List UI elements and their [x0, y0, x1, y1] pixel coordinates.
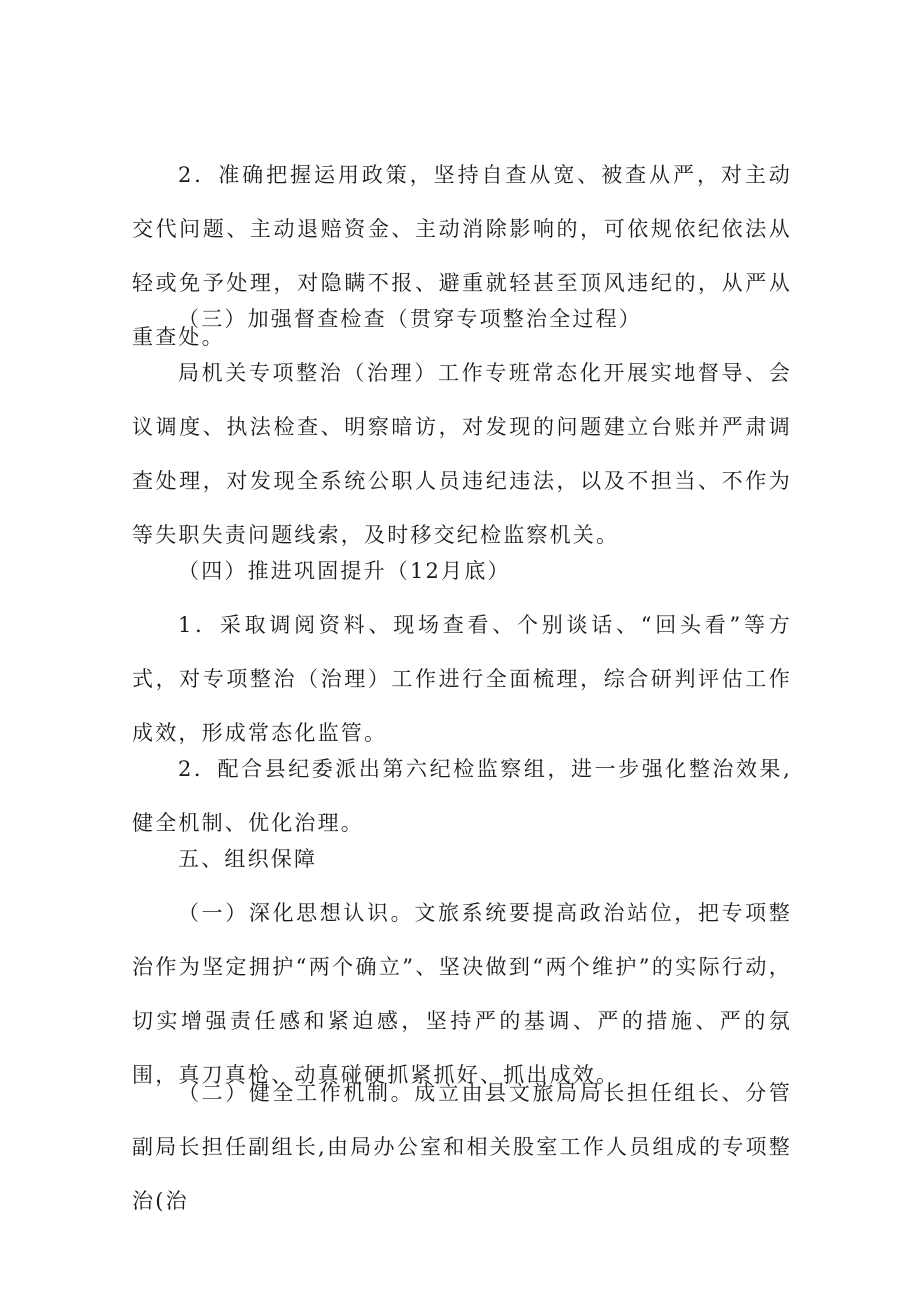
paragraph-mechanism: （二）健全工作机制。成立由县文旅局局长担任组长、分管副局长担任副组长,由局办公室和相关股室工作人员组成的专项整治(治	[132, 1081, 792, 1213]
section-heading-organization: 五、组织保障	[178, 847, 318, 871]
paragraph-review: 1．采取调阅资料、现场查看、个别谈话、“回头看”等方式，对专项整治（治理）工作进行全面梳理，综合研判评估工作成效，形成常态化监管。	[132, 613, 792, 745]
paragraph-supervision: 局机关专项整治（治理）工作专班常态化开展实地督导、会议调度、执法检查、明察暗访，对发现的问题建立台账并严肃调查处理，对发现全系统公职人员违纪违法，以及不担当、不作为等失职失责问题线索，及时移交纪检监察机关。	[132, 361, 792, 547]
paragraph-cooperation: 2．配合县纪委派出第六纪检监察组，进一步强化整治效果,健全机制、优化治理。	[132, 757, 792, 835]
section-heading-supervision: （三）加强督查检查（贯穿专项整治全过程）	[178, 307, 642, 331]
paragraph-policy-leniency: 2．准确把握运用政策，坚持自查从宽、被查从严，对主动交代问题、主动退赔资金、主动消除影响的，可依规依纪依法从轻或免予处理，对隐瞒不报、避重就轻甚至顶风违纪的，从严从重查处。	[132, 163, 792, 349]
paragraph-awareness: （一）深化思想认识。文旅系统要提高政治站位，把专项整治作为坚定拥护“两个确立”、坚决做到“两个维护”的实际行动，切实增强责任感和紧迫感，坚持严的基调、严的措施、严的氛围，真刀真枪、动真碰硬抓紧抓好、抓出成效。	[132, 901, 792, 1087]
section-heading-consolidation: （四）推进巩固提升（12月底）	[178, 559, 511, 583]
